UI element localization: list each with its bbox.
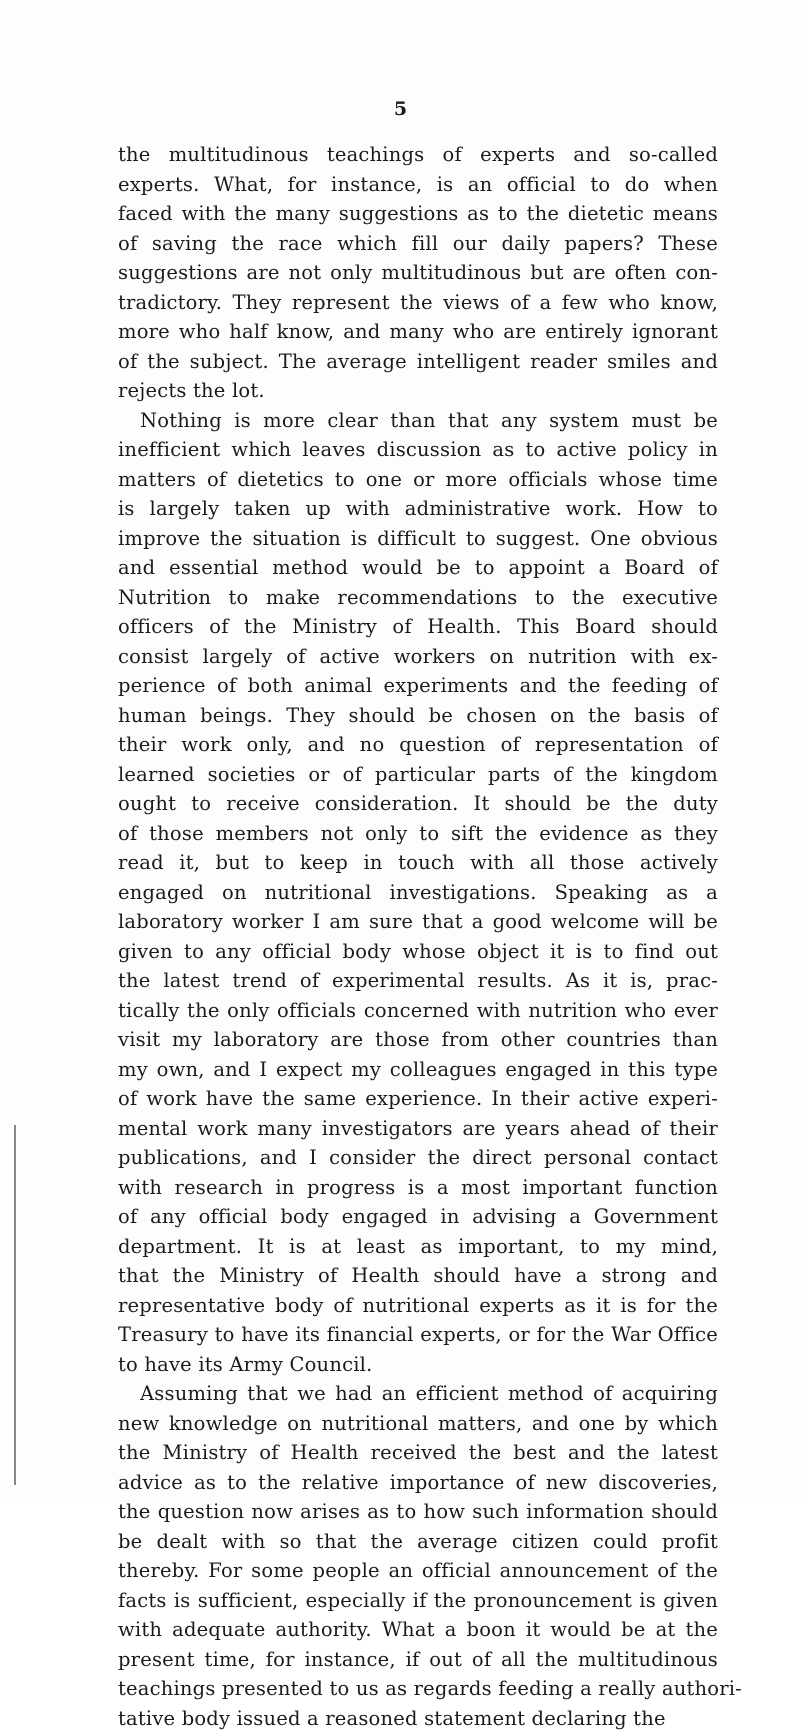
text-line: representative body of nutritional experts as it is for the <box>118 1291 718 1321</box>
text-line: consist largely of active workers on nutrition with ex- <box>118 642 718 672</box>
text-line: experts. What, for instance, is an official to do when <box>118 170 718 200</box>
text-line: with research in progress is a most important function <box>118 1173 718 1203</box>
text-line: present time, for instance, if out of all the multitudinous <box>118 1645 718 1675</box>
text-line: new knowledge on nutritional matters, and one by which <box>118 1409 718 1439</box>
text-line: suggestions are not only multitudinous but are often con- <box>118 258 718 288</box>
text-line: to have its Army Council. <box>118 1350 718 1380</box>
text-line: mental work many investigators are years ahead of their <box>118 1114 718 1144</box>
text-line: laboratory worker I am sure that a good welcome will be <box>118 907 718 937</box>
text-line: be dealt with so that the average citizen could profit <box>118 1527 718 1557</box>
text-line: matters of dietetics to one or more officials whose time <box>118 465 718 495</box>
text-line: Nothing is more clear than that any system must be <box>118 406 718 436</box>
text-line: ought to receive consideration. It should be the duty <box>118 789 718 819</box>
text-line: officers of the Ministry of Health. This Board should <box>118 612 718 642</box>
text-line: read it, but to keep in touch with all those actively <box>118 848 718 878</box>
text-line: Assuming that we had an efficient method of acquiring <box>118 1379 718 1409</box>
text-line: the Ministry of Health received the best and the latest <box>118 1438 718 1468</box>
body-text <box>118 140 718 1733</box>
text-line: facts is sufficient, especially if the pronouncement is given <box>118 1586 718 1616</box>
text-line: of the subject. The average intelligent reader smiles and <box>118 347 718 377</box>
text-line: of any official body engaged in advising a Government <box>118 1202 718 1232</box>
text-line: teachings presented to us as regards feeding a really authori- <box>118 1674 718 1704</box>
text-line: is largely taken up with administrative work. How to <box>118 494 718 524</box>
text-line: of saving the race which fill our daily papers? These <box>118 229 718 259</box>
text-line: Nutrition to make recommendations to the executive <box>118 583 718 613</box>
text-line: that the Ministry of Health should have a strong and <box>118 1261 718 1291</box>
text-line: faced with the many suggestions as to the dietetic means <box>118 199 718 229</box>
text-line: learned societies or of particular parts of the kingdom <box>118 760 718 790</box>
text-line: Treasury to have its financial experts, or for the War Office <box>118 1320 718 1350</box>
text-line: given to any official body whose object it is to find out <box>118 937 718 967</box>
text-line: advice as to the relative importance of new discoveries, <box>118 1468 718 1498</box>
text-line: human beings. They should be chosen on the basis of <box>118 701 718 731</box>
text-line: improve the situation is difficult to suggest. One obvious <box>118 524 718 554</box>
text-line: visit my laboratory are those from other countries than <box>118 1025 718 1055</box>
text-line: thereby. For some people an official announcement of the <box>118 1556 718 1586</box>
text-line: their work only, and no question of representation of <box>118 730 718 760</box>
text-line: inefficient which leaves discussion as to active policy in <box>118 435 718 465</box>
text-line: the latest trend of experimental results. As it is, prac- <box>118 966 718 996</box>
text-line: the multitudinous teachings of experts and so-called <box>118 140 718 170</box>
text-line: tradictory. They represent the views of a few who know, <box>118 288 718 318</box>
page-number: 5 <box>0 98 801 120</box>
text-line: department. It is at least as important, to my mind, <box>118 1232 718 1262</box>
text-line: rejects the lot. <box>118 376 718 406</box>
text-line: publications, and I consider the direct personal contact <box>118 1143 718 1173</box>
text-line: and essential method would be to appoint a Board of <box>118 553 718 583</box>
text-line: perience of both animal experiments and the feeding of <box>118 671 718 701</box>
text-line: my own, and I expect my colleagues engaged in this type <box>118 1055 718 1085</box>
text-line: tically the only officials concerned with nutrition who ever <box>118 996 718 1026</box>
text-line: engaged on nutritional investigations. Speaking as a <box>118 878 718 908</box>
text-line: tative body issued a reasoned statement declaring the <box>118 1704 718 1733</box>
text-line: the question now arises as to how such information should <box>118 1497 718 1527</box>
text-line: more who half know, and many who are entirely ignorant <box>118 317 718 347</box>
text-line: with adequate authority. What a boon it would be at the <box>118 1615 718 1645</box>
text-line: of those members not only to sift the evidence as they <box>118 819 718 849</box>
margin-rule <box>14 1125 16 1485</box>
text-line: of work have the same experience. In their active experi- <box>118 1084 718 1114</box>
